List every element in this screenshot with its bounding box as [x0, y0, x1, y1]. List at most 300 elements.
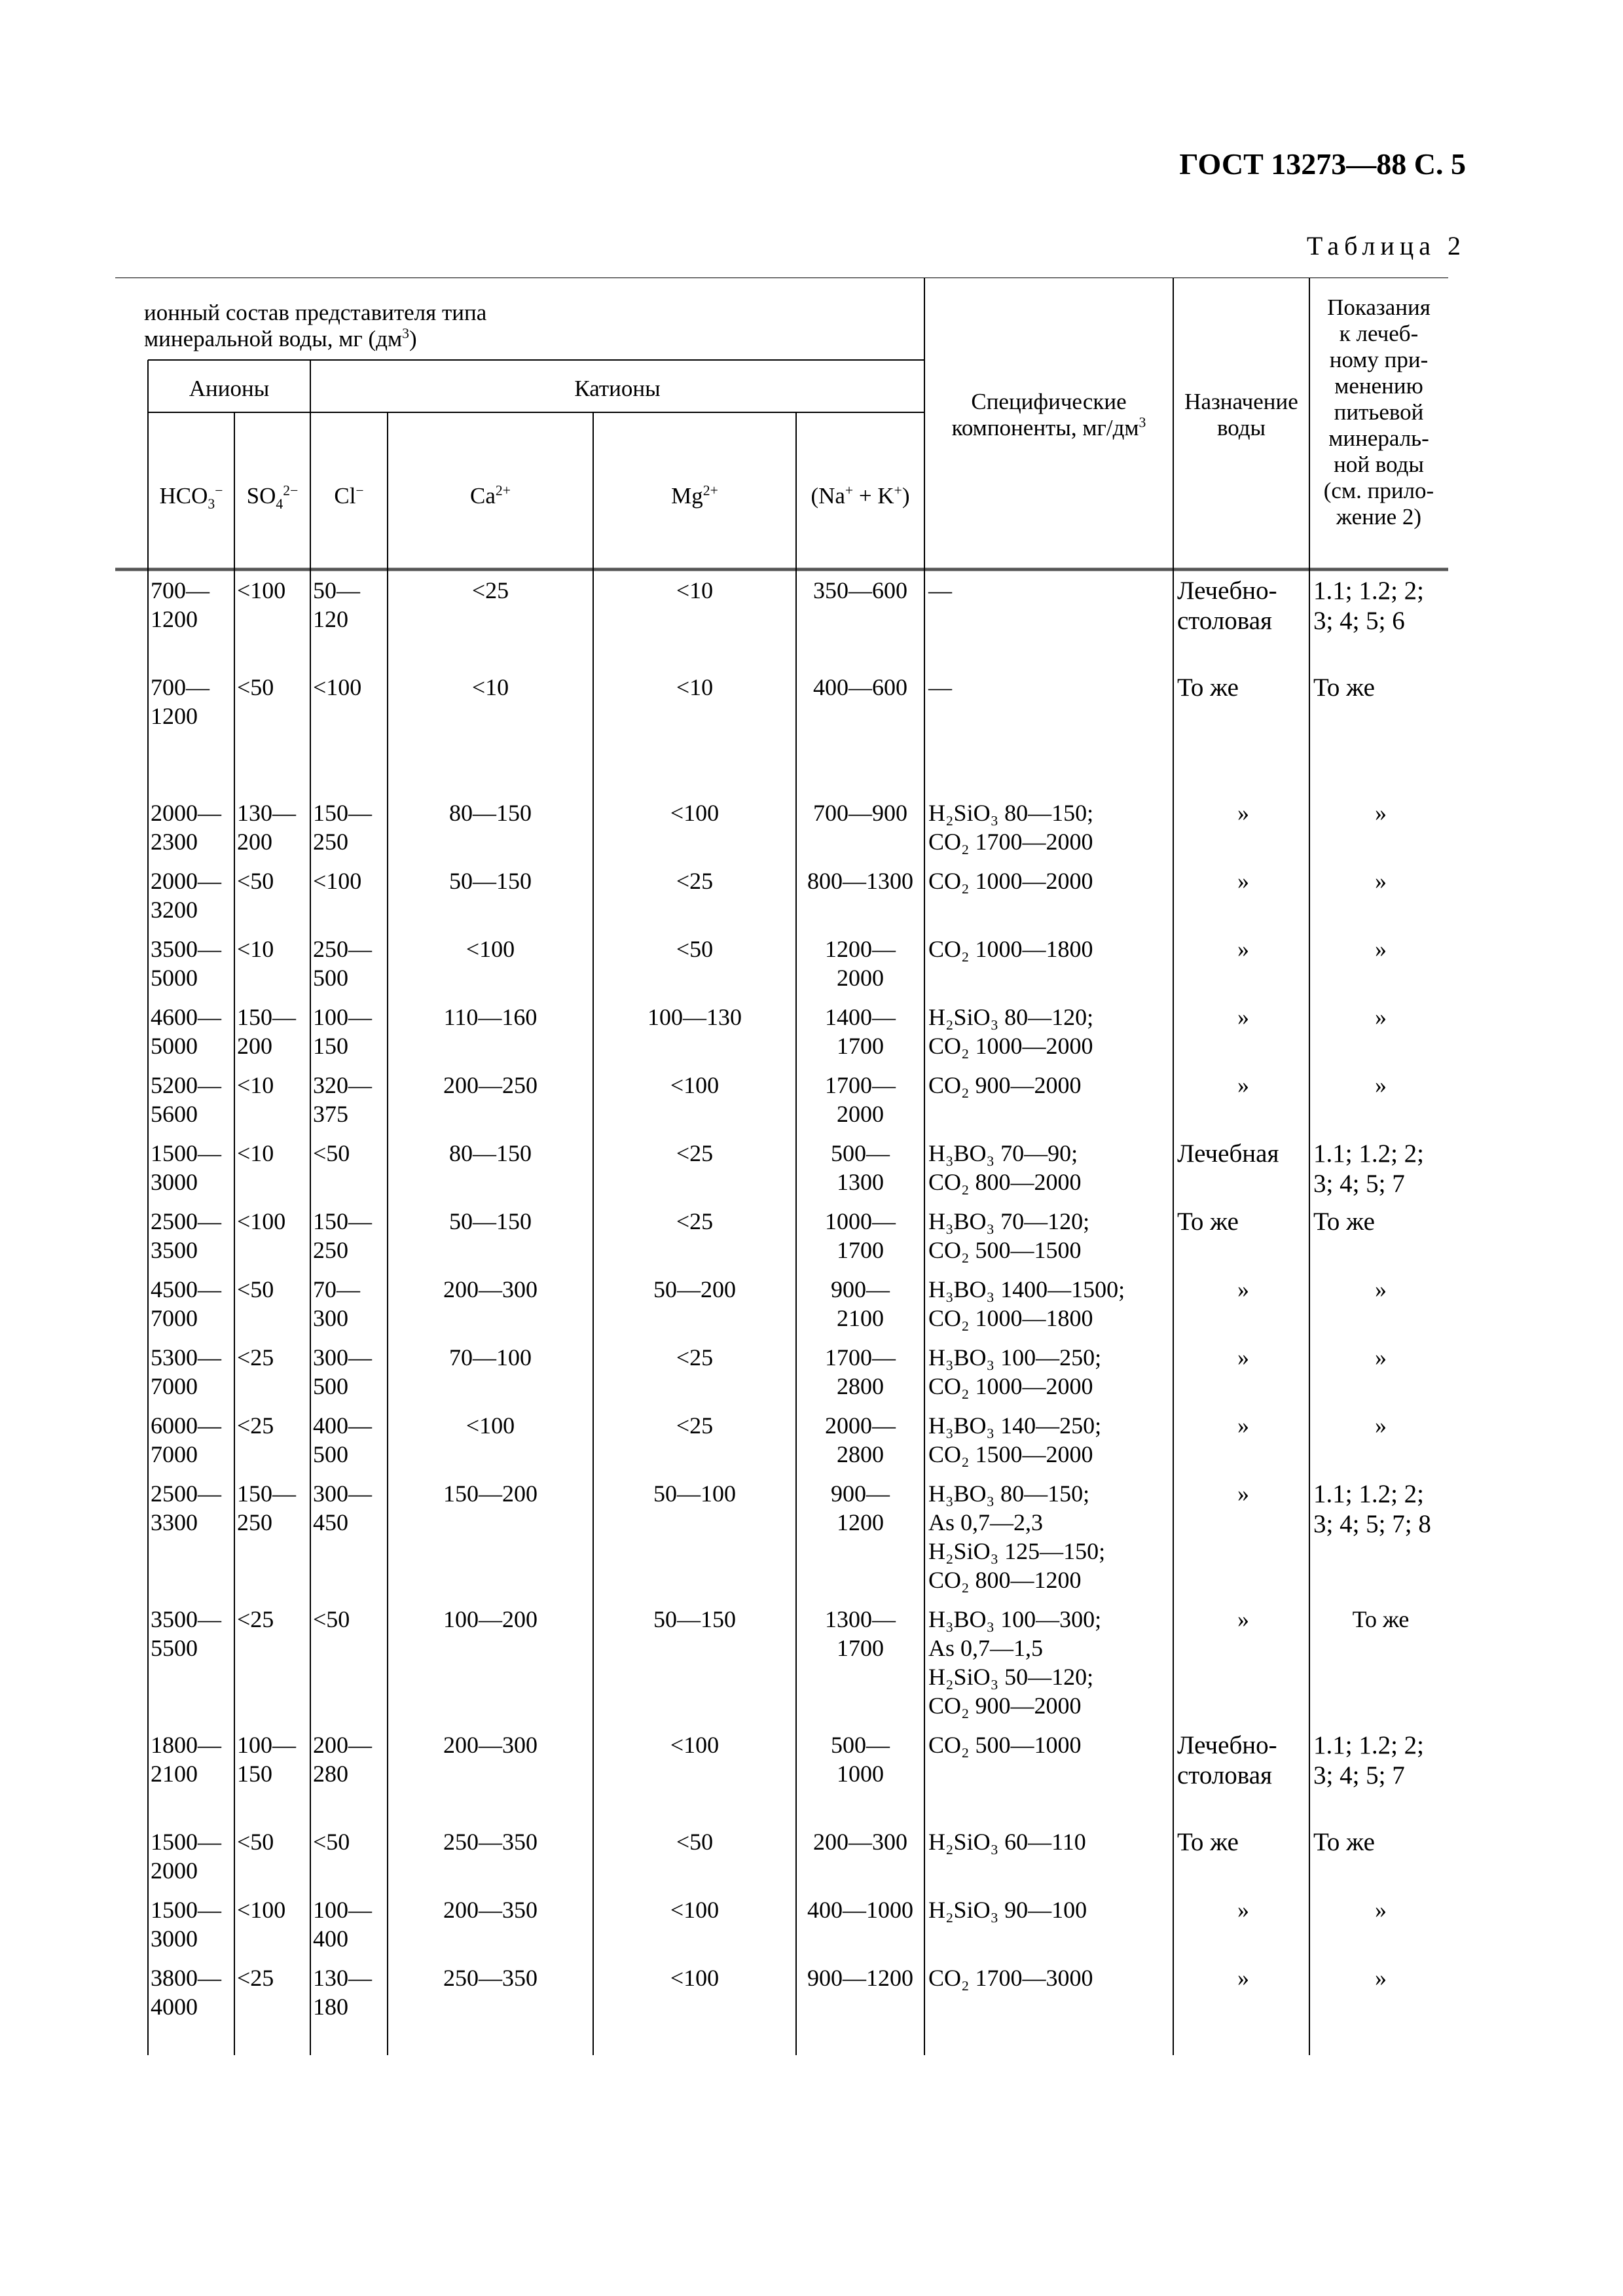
cell-cl — [313, 1605, 388, 1634]
cell-line: 7000 — [151, 1305, 198, 1331]
cell-line: 300 — [313, 1305, 348, 1331]
indications-header — [1309, 295, 1448, 530]
cell-line: То же — [1177, 1828, 1239, 1856]
cell-ind — [1313, 798, 1448, 827]
cell-line: 900—1200 — [807, 1965, 913, 1991]
cell-line: 1500— — [151, 1897, 221, 1923]
cell-line: 50—100 — [653, 1480, 736, 1507]
cell-line: 200—300 — [813, 1829, 907, 1855]
cell-line: » — [1375, 1072, 1387, 1098]
cell-line: 3; 4; 5; 7 — [1313, 1170, 1405, 1198]
cell-line: H₃BO₃ 70—120; — [928, 1208, 1090, 1234]
cell-line: 80—150 — [449, 800, 532, 826]
cell-line: 2500— — [151, 1480, 221, 1507]
cell-line: » — [1375, 936, 1387, 962]
cell-line: 500— — [831, 1732, 890, 1758]
cell-line: 280 — [313, 1761, 348, 1787]
cell-hco3 — [151, 1731, 234, 1788]
cell-line: <100 — [313, 674, 362, 700]
cell-line: 250—350 — [443, 1965, 538, 1991]
cell-line: 150 — [237, 1761, 272, 1787]
cell-line: » — [1375, 868, 1387, 894]
cell-line: CO₂ 500—1500 — [928, 1237, 1082, 1263]
cell-mg — [593, 1731, 796, 1759]
cell-line: 100— — [237, 1732, 296, 1758]
cell-ind — [1313, 1605, 1448, 1634]
cell-line: — — [928, 577, 952, 603]
cell-line: 375 — [313, 1101, 348, 1127]
cell-so4 — [237, 935, 310, 963]
cell-nak — [796, 1411, 924, 1469]
cell-line: <25 — [237, 1606, 274, 1632]
cell-line: H₂SiO₃ 80—150; — [928, 800, 1094, 826]
cell-line: <25 — [676, 868, 714, 894]
cell-line: 1200 — [837, 1509, 884, 1535]
cell-line: 1300— — [825, 1606, 896, 1632]
cell-ca — [388, 1071, 593, 1100]
cell-line: 1000— — [825, 1208, 896, 1234]
cell-cl — [313, 867, 388, 895]
cell-line: » — [1237, 868, 1249, 894]
cell-line: <10 — [237, 1140, 274, 1166]
cell-line: 200—300 — [443, 1276, 538, 1302]
cell-so4 — [237, 1207, 310, 1236]
cell-nak — [796, 576, 924, 605]
cell-line: 150— — [237, 1480, 296, 1507]
cell-spec — [928, 1479, 1173, 1594]
cell-cl — [313, 1479, 388, 1537]
cell-ind — [1313, 1275, 1448, 1304]
cell-ca — [388, 1343, 593, 1372]
cell-line: 4500— — [151, 1276, 221, 1302]
cell-line: 5500 — [151, 1635, 198, 1661]
cell-purpose — [1177, 935, 1309, 963]
cell-nak — [796, 1139, 924, 1196]
cell-ca — [388, 576, 593, 605]
cell-line: 70— — [313, 1276, 360, 1302]
cell-cl — [313, 1139, 388, 1168]
cell-line: » — [1375, 1276, 1387, 1302]
cell-line: » — [1237, 1897, 1249, 1923]
cell-line: 1800— — [151, 1732, 221, 1758]
cell-line: <100 — [670, 1072, 720, 1098]
cell-line: 80—150 — [449, 1140, 532, 1166]
cell-line: <25 — [676, 1412, 714, 1439]
cell-so4 — [237, 1895, 310, 1924]
cell-line: 500— — [831, 1140, 890, 1166]
cell-cl — [313, 1731, 388, 1788]
cell-ca — [388, 1605, 593, 1634]
group-header: ионный состав представителя типа минеральной воды, мг $(дм^3)$ — [144, 300, 487, 351]
cell-line: 5000 — [151, 965, 198, 991]
cell-line: 400—1000 — [807, 1897, 913, 1923]
cell-mg — [593, 1895, 796, 1924]
cell-line: 200—350 — [443, 1897, 538, 1923]
cell-hco3 — [151, 1139, 234, 1196]
cell-line: 2800 — [837, 1441, 884, 1467]
cell-so4 — [237, 1731, 310, 1788]
cell-mg — [593, 1411, 796, 1440]
cell-mg — [593, 576, 796, 605]
cell-line: <10 — [676, 577, 714, 603]
cell-ind — [1313, 1964, 1448, 1992]
cell-line: H₂SiO₃ 60—110 — [928, 1829, 1086, 1855]
mineral-water-table — [115, 278, 1448, 2055]
cell-line: CO₂ 1000—2000 — [928, 868, 1093, 894]
cell-line: 50—150 — [449, 1208, 532, 1234]
cell-nak — [796, 867, 924, 895]
cell-line: — — [928, 674, 952, 700]
cell-line: Лечебно- — [1177, 1731, 1277, 1759]
cell-purpose — [1177, 1343, 1309, 1372]
cell-line: 1.1; 1.2; 2; — [1313, 1731, 1425, 1759]
cell-line: То же — [1177, 673, 1239, 702]
cell-line: <50 — [237, 1829, 274, 1855]
cell-spec — [928, 1139, 1173, 1196]
cell-line: CO₂ 900—2000 — [928, 1693, 1082, 1719]
cell-line: » — [1237, 1606, 1249, 1632]
cell-spec — [928, 867, 1173, 895]
cell-mg — [593, 867, 796, 895]
cell-mg — [593, 1139, 796, 1168]
cell-ca — [388, 867, 593, 895]
cell-purpose — [1177, 1895, 1309, 1924]
cell-purpose — [1177, 1071, 1309, 1100]
cell-line: CO₂ 1000—2000 — [928, 1373, 1093, 1399]
cell-mg — [593, 1479, 796, 1508]
cell-spec — [928, 935, 1173, 963]
cell-line: столовая — [1177, 1761, 1272, 1789]
cell-mg — [593, 935, 796, 963]
cell-hco3 — [151, 1895, 234, 1953]
cell-line: 900— — [831, 1480, 890, 1507]
cell-mg — [593, 1964, 796, 1992]
cell-line: CO₂ 1700—2000 — [928, 829, 1093, 855]
cell-line: 3500— — [151, 936, 221, 962]
cell-cl — [313, 1827, 388, 1856]
cell-ind — [1313, 1411, 1448, 1440]
cell-line: 250 — [313, 829, 348, 855]
cell-line: <100 — [670, 1897, 720, 1923]
cell-line: 5300— — [151, 1344, 221, 1371]
cell-line: <25 — [237, 1344, 274, 1371]
cell-line: » — [1237, 936, 1249, 962]
cell-line: <10 — [471, 674, 509, 700]
cell-line: <100 — [670, 1732, 720, 1758]
cell-hco3 — [151, 1964, 234, 2021]
cell-nak — [796, 1003, 924, 1060]
cell-line: столовая — [1177, 607, 1272, 635]
cell-line: 2100 — [837, 1305, 884, 1331]
cell-line: H₃BO₃ 140—250; — [928, 1412, 1102, 1439]
cell-ind — [1313, 1071, 1448, 1100]
cell-line: <100 — [670, 800, 720, 826]
cell-line: 300— — [313, 1344, 372, 1371]
cell-line: 320— — [313, 1072, 372, 1098]
cell-so4 — [237, 1003, 310, 1060]
cell-hco3 — [151, 1479, 234, 1537]
cell-cl — [313, 1071, 388, 1128]
cell-mg — [593, 1003, 796, 1031]
cell-line: 1700 — [837, 1237, 884, 1263]
cell-line: 400 — [313, 1926, 348, 1952]
cell-nak — [796, 1605, 924, 1662]
cell-line: 3300 — [151, 1509, 198, 1535]
cell-line: H₃BO₃ 100—300; — [928, 1606, 1102, 1632]
cell-hco3 — [151, 1003, 234, 1060]
cell-nak — [796, 1479, 924, 1537]
cell-nak — [796, 1275, 924, 1333]
cell-nak — [796, 798, 924, 827]
cell-line: 1500— — [151, 1829, 221, 1855]
cell-line: 3500— — [151, 1606, 221, 1632]
cell-nak — [796, 1071, 924, 1128]
cell-hco3 — [151, 1207, 234, 1265]
cell-line: » — [1375, 1004, 1387, 1030]
cell-line: 1700— — [825, 1344, 896, 1371]
cell-line: CO₂ 1000—1800 — [928, 1305, 1093, 1331]
cell-so4 — [237, 1343, 310, 1372]
cell-line: 5200— — [151, 1072, 221, 1098]
cell-line: 2000 — [151, 1857, 198, 1884]
cell-spec — [928, 1827, 1173, 1856]
cell-line: CO₂ 1000—1800 — [928, 936, 1093, 962]
cell-hco3 — [151, 798, 234, 856]
cell-line: 250— — [313, 936, 372, 962]
cell-line: 200— — [313, 1732, 372, 1758]
cell-line: 150 — [313, 1033, 348, 1059]
cell-line: 1.1; 1.2; 2; — [1313, 1139, 1425, 1168]
cell-nak — [796, 673, 924, 702]
indications-header-line: (см. прило- — [1323, 478, 1434, 503]
cell-line: 2000— — [825, 1412, 896, 1439]
cell-line: 3; 4; 5; 7; 8 — [1313, 1510, 1431, 1538]
cell-line: H₂SiO₃ 125—150; — [928, 1538, 1106, 1564]
cell-nak — [796, 935, 924, 992]
cell-line: 250 — [313, 1237, 348, 1263]
cell-purpose — [1177, 1411, 1309, 1440]
cell-nak — [796, 1827, 924, 1856]
cell-spec — [928, 576, 1173, 605]
cell-line: 50—150 — [449, 868, 532, 894]
col-cl: Cl− — [334, 482, 364, 509]
cell-line: » — [1375, 1965, 1387, 1991]
cell-line: » — [1237, 1004, 1249, 1030]
cell-line: 350—600 — [813, 577, 907, 603]
cell-hco3 — [151, 1605, 234, 1662]
cell-line: 150—200 — [443, 1480, 538, 1507]
cell-cl — [313, 798, 388, 856]
cell-line: 450 — [313, 1509, 348, 1535]
cell-line: <100 — [670, 1965, 720, 1991]
cell-line: 900— — [831, 1276, 890, 1302]
cell-ca — [388, 1003, 593, 1031]
cell-line: <100 — [237, 1897, 286, 1923]
cell-line: 1500— — [151, 1140, 221, 1166]
cell-purpose — [1177, 1479, 1309, 1508]
cell-hco3 — [151, 1343, 234, 1401]
cell-line: 5000 — [151, 1033, 198, 1059]
cell-line: 50—150 — [653, 1606, 736, 1632]
cell-hco3 — [151, 935, 234, 992]
cell-purpose — [1177, 1275, 1309, 1304]
cell-line: 700—900 — [813, 800, 907, 826]
cell-line: <50 — [237, 674, 274, 700]
indications-header-line: питьевой — [1334, 399, 1424, 425]
cell-line: <10 — [237, 936, 274, 962]
cell-purpose — [1177, 1003, 1309, 1031]
cell-line: 150— — [313, 1208, 372, 1234]
cell-hco3 — [151, 673, 234, 730]
cell-line: <50 — [313, 1140, 350, 1166]
cell-so4 — [237, 1964, 310, 1992]
purpose-header: Назначение воды — [1184, 389, 1298, 440]
cell-cl — [313, 1343, 388, 1401]
cell-ca — [388, 1275, 593, 1304]
cell-cl — [313, 1003, 388, 1060]
cell-line: <25 — [676, 1344, 714, 1371]
cell-line: 500 — [313, 1441, 348, 1467]
cell-spec — [928, 1605, 1173, 1720]
cell-hco3 — [151, 1411, 234, 1469]
cell-hco3 — [151, 1071, 234, 1128]
cell-spec — [928, 1003, 1173, 1060]
cell-line: 1.1; 1.2; 2; — [1313, 577, 1425, 605]
cell-line: <100 — [237, 1208, 286, 1234]
cell-ca — [388, 673, 593, 702]
cell-line: 7000 — [151, 1441, 198, 1467]
cell-line: As 0,7—2,3 — [928, 1509, 1044, 1535]
cell-line: 3000 — [151, 1169, 198, 1195]
cell-ind — [1313, 1479, 1448, 1539]
cell-so4 — [237, 1479, 310, 1537]
cell-so4 — [237, 673, 310, 702]
cell-line: То же — [1177, 1208, 1239, 1236]
cations-header: Катионы — [574, 376, 661, 401]
cell-line: 3000 — [151, 1926, 198, 1952]
indications-header-line: к лечеб- — [1339, 321, 1419, 346]
cell-line: То же — [1313, 1208, 1375, 1236]
cell-line: 2000 — [837, 1101, 884, 1127]
cell-line: 2300 — [151, 829, 198, 855]
cell-line: 3200 — [151, 897, 198, 923]
cell-ca — [388, 798, 593, 827]
cell-line: 200—250 — [443, 1072, 538, 1098]
cell-ind — [1313, 935, 1448, 963]
cell-line: <50 — [676, 1829, 714, 1855]
col-na-k: (Na+ + K+) — [811, 482, 910, 509]
cell-spec — [928, 1964, 1173, 1992]
cell-spec — [928, 1411, 1173, 1469]
cell-line: » — [1237, 1344, 1249, 1371]
cell-line: 1200— — [825, 936, 896, 962]
cell-line: 70—100 — [449, 1344, 532, 1371]
cell-purpose — [1177, 1207, 1309, 1237]
cell-cl — [313, 1275, 388, 1333]
cell-line: <50 — [313, 1606, 350, 1632]
cell-mg — [593, 673, 796, 702]
cell-cl — [313, 1895, 388, 1953]
cell-hco3 — [151, 1275, 234, 1333]
cell-line: As 0,7—1,5 — [928, 1635, 1044, 1661]
cell-hco3 — [151, 1827, 234, 1885]
cell-mg — [593, 1207, 796, 1236]
cell-line: CO₂ 800—1200 — [928, 1567, 1082, 1593]
cell-ind — [1313, 1343, 1448, 1372]
cell-ca — [388, 1207, 593, 1236]
cell-line: H₃BO₃ 70—90; — [928, 1140, 1078, 1166]
cell-line: 1400— — [825, 1004, 896, 1030]
cell-line: <100 — [465, 1412, 515, 1439]
cell-line: 700— — [151, 577, 210, 603]
cell-line: <25 — [237, 1965, 274, 1991]
cell-line: CO₂ 900—2000 — [928, 1072, 1082, 1098]
cell-line: <25 — [676, 1208, 714, 1234]
cell-spec — [928, 798, 1173, 856]
cell-nak — [796, 1343, 924, 1401]
cell-line: 100— — [313, 1897, 372, 1923]
specific-components-header: Специфические компоненты, $мг/дм^3$ — [951, 389, 1146, 440]
cell-ca — [388, 1479, 593, 1508]
cell-line: H₂SiO₃ 50—120; — [928, 1664, 1094, 1690]
anions-header: Анионы — [189, 376, 270, 401]
cell-line: 180 — [313, 1994, 348, 2020]
cell-nak — [796, 1895, 924, 1924]
cell-line: H₃BO₃ 1400—1500; — [928, 1276, 1125, 1302]
cell-cl — [313, 935, 388, 992]
cell-line: Лечебная — [1177, 1139, 1279, 1168]
col-mg: $Mg^{2+}$ — [671, 482, 718, 509]
cell-nak — [796, 1207, 924, 1265]
cell-line: 1.1; 1.2; 2; — [1313, 1480, 1425, 1508]
cell-ca — [388, 1827, 593, 1856]
cell-spec — [928, 1071, 1173, 1100]
cell-hco3 — [151, 576, 234, 634]
cell-line: 3500 — [151, 1237, 198, 1263]
cell-line: <100 — [465, 936, 515, 962]
cell-line: <10 — [237, 1072, 274, 1098]
cell-line: 5600 — [151, 1101, 198, 1127]
cell-line: » — [1375, 800, 1387, 826]
cell-mg — [593, 1275, 796, 1304]
cell-line: 500 — [313, 965, 348, 991]
cell-line: То же — [1313, 1828, 1375, 1856]
cell-line: 1200 — [151, 703, 198, 729]
cell-line: 1700 — [837, 1635, 884, 1661]
indications-header-line: ной воды — [1334, 452, 1424, 477]
cell-line: CO₂ 1500—2000 — [928, 1441, 1093, 1467]
cell-line: » — [1375, 1897, 1387, 1923]
cell-line: 100—130 — [647, 1004, 742, 1030]
cell-nak — [796, 1964, 924, 1992]
cell-so4 — [237, 1071, 310, 1100]
cell-spec — [928, 1895, 1173, 1924]
cell-ca — [388, 1139, 593, 1168]
cell-line: 2000— — [151, 868, 221, 894]
cell-line: <25 — [237, 1412, 274, 1439]
cell-line: 200 — [237, 1033, 272, 1059]
cell-line: 50— — [313, 577, 360, 603]
cell-line: 400— — [313, 1412, 372, 1439]
cell-so4 — [237, 1411, 310, 1440]
cell-cl — [313, 1411, 388, 1469]
cell-line: 3800— — [151, 1965, 221, 1991]
cell-line: 130— — [313, 1965, 372, 1991]
cell-line: 3; 4; 5; 7 — [1313, 1761, 1405, 1789]
cell-line: » — [1237, 1965, 1249, 1991]
cell-so4 — [237, 798, 310, 856]
cell-line: 130— — [237, 800, 296, 826]
